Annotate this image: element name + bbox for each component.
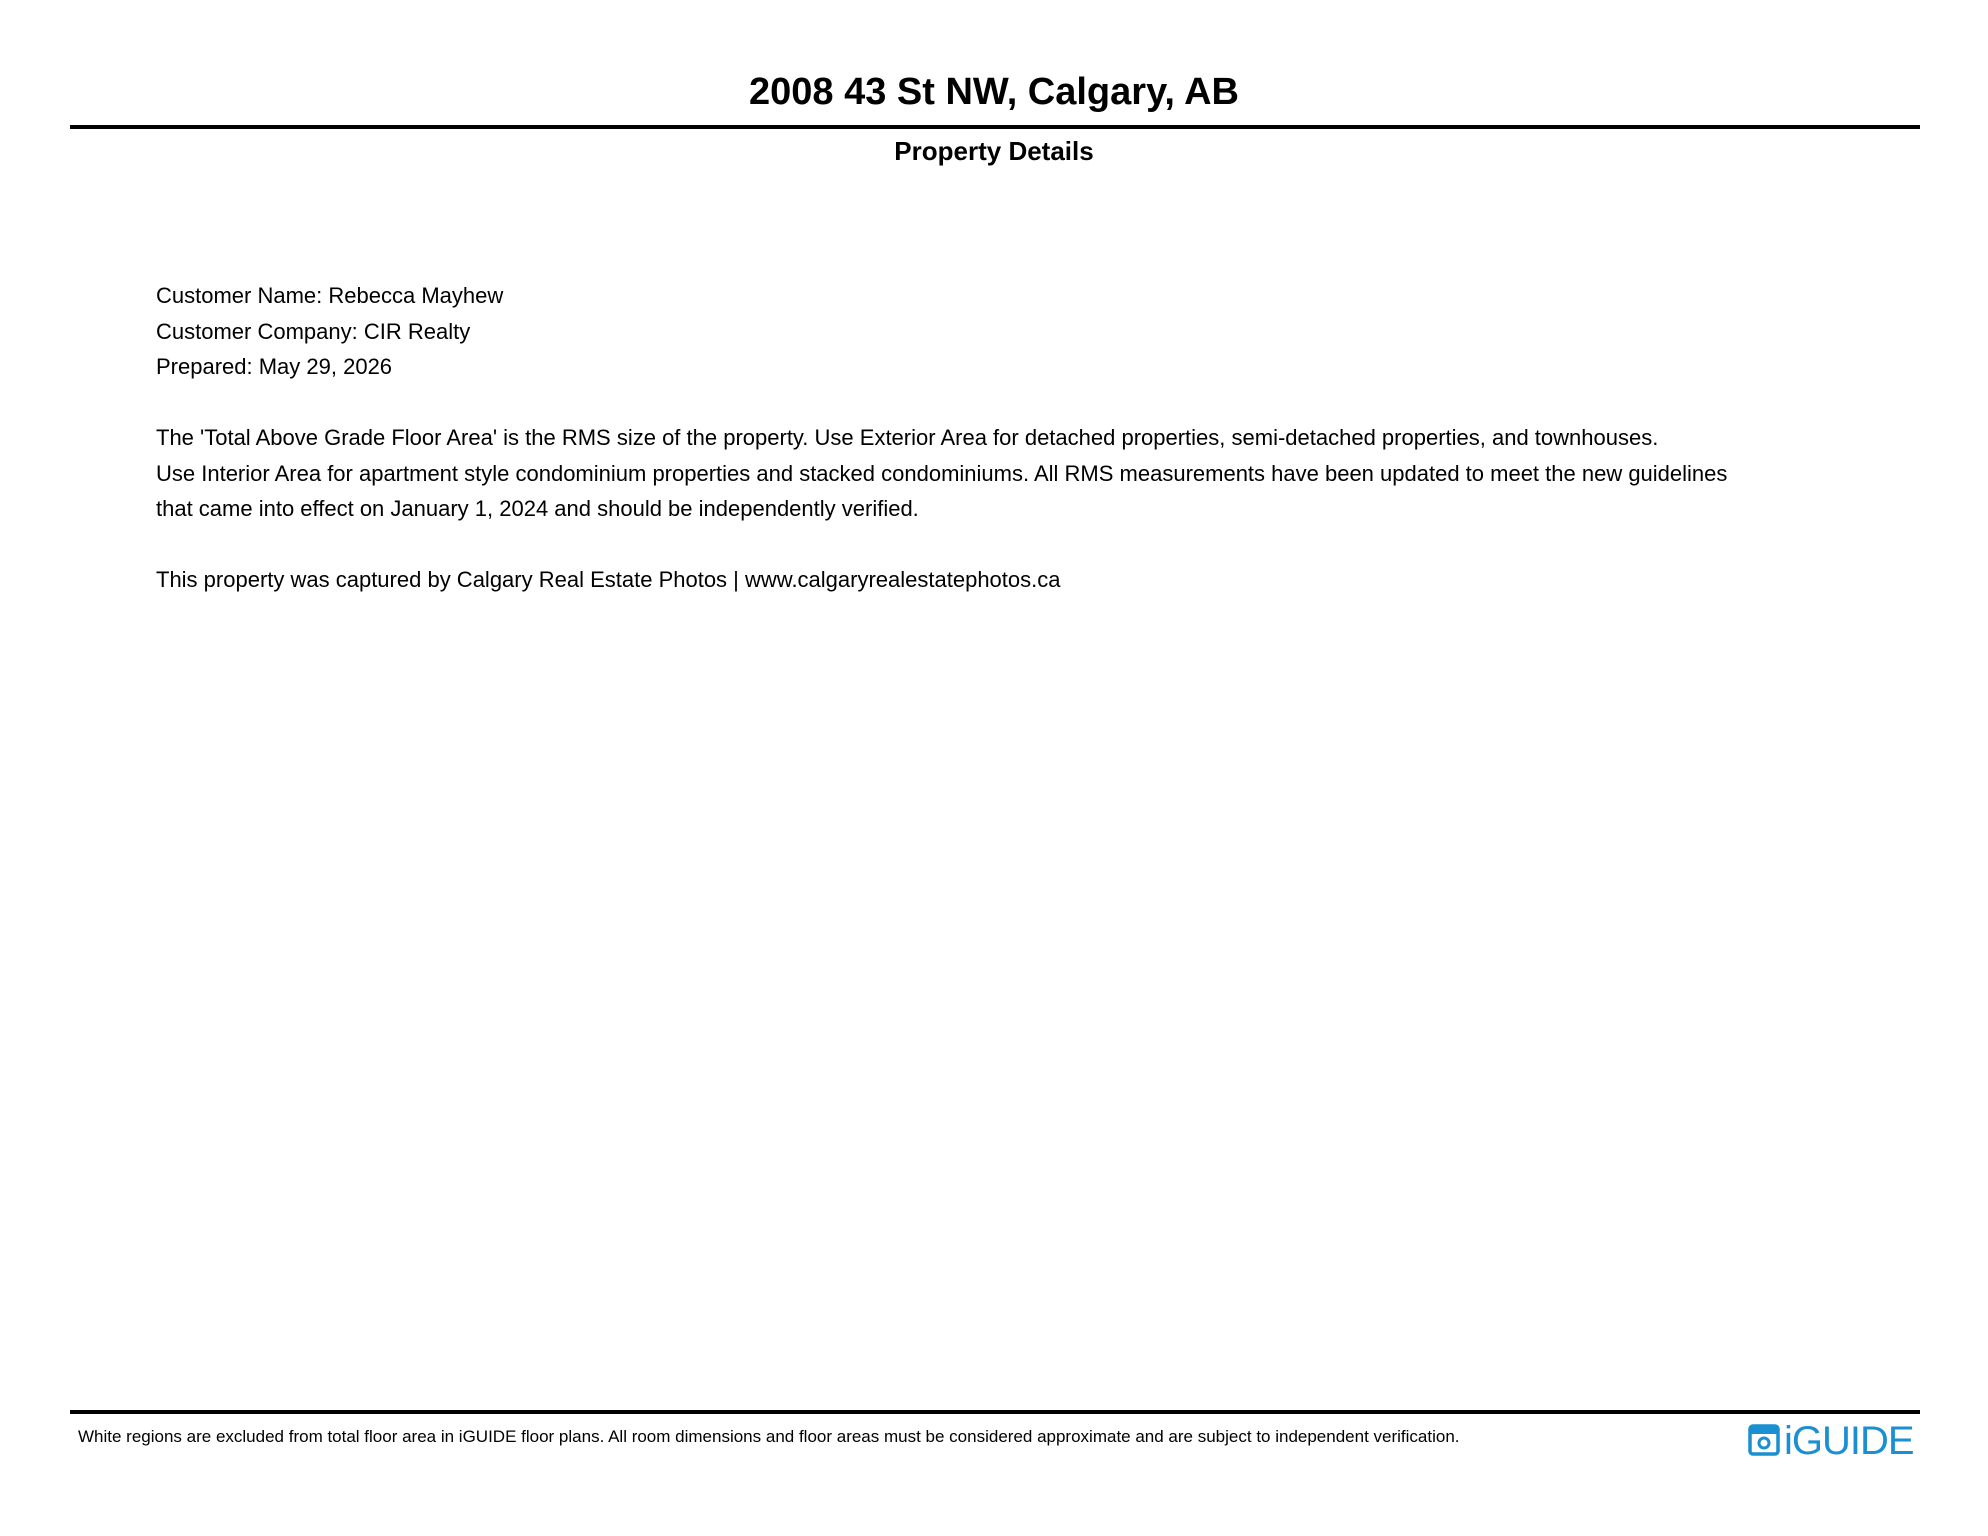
rms-note-line-1: The 'Total Above Grade Floor Area' is the RMS size of the property. Use Exterior Area for detached properties, semi-detached properties, and townhouses.: [156, 425, 1659, 450]
paragraph-gap: [156, 385, 1916, 421]
customer-company: Customer Company: CIR Realty: [156, 318, 471, 344]
rms-note-line-2: Use Interior Area for apartment style condominium properties and stacked condominiums. All RMS measurements have been updated to meet the new guidelines: [156, 460, 1728, 486]
footer-divider: [70, 1410, 1920, 1414]
paragraph-gap: [156, 527, 1916, 563]
iguide-logo-text: iGUIDE: [1784, 1419, 1914, 1463]
header-divider: [70, 125, 1920, 129]
footer-disclaimer: White regions are excluded from total floor area in iGUIDE floor plans. All room dimensions and floor areas must be considered approximate and are subject to independent verification.: [78, 1427, 1460, 1446]
iguide-logo-icon: [1748, 1423, 1782, 1459]
prepared-date: Prepared: May 29, 2026: [156, 354, 393, 379]
captured-by: This property was captured by Calgary Real Estate Photos | www.calgaryrealestatephotos.ca: [156, 567, 1061, 592]
page-title: 2008 43 St NW, Calgary, AB: [749, 71, 1239, 113]
property-details-body: [156, 278, 1916, 598]
page-subtitle: Property Details: [894, 136, 1094, 166]
rms-note-line-3: that came into effect on January 1, 2024 and should be independently verified.: [156, 496, 919, 521]
customer-name: Customer Name: Rebecca Mayhew: [156, 283, 504, 308]
iguide-logo: [1748, 1420, 1914, 1462]
